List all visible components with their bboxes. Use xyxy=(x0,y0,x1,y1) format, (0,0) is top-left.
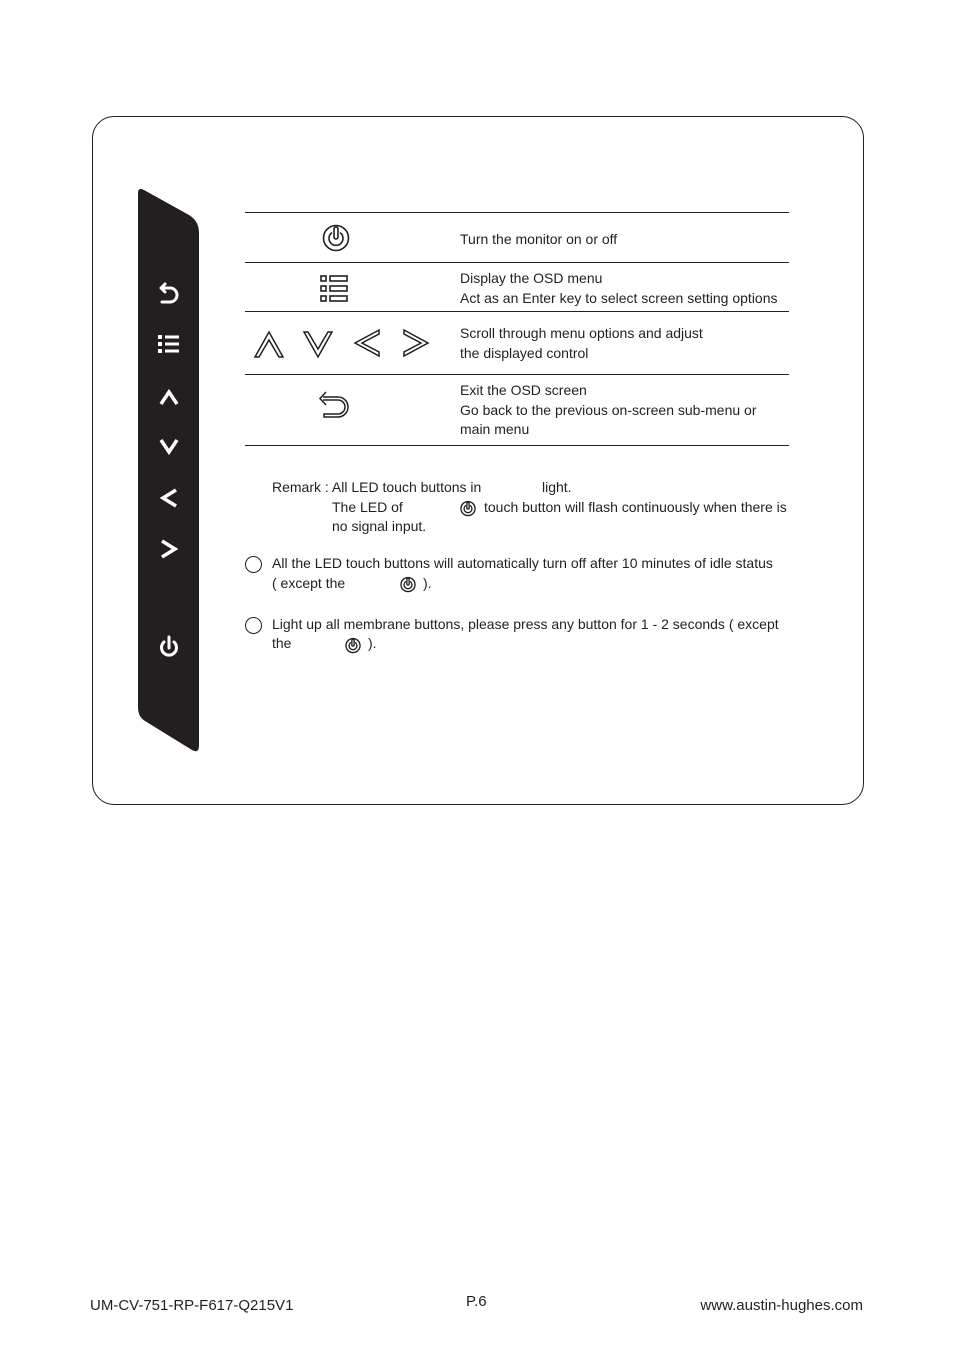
back-icon xyxy=(318,390,352,420)
website-link[interactable]: www.austin-hughes.com xyxy=(700,1297,863,1314)
remark-text: The LED of xyxy=(332,499,403,515)
note-text: ). xyxy=(423,575,432,591)
note-text: ). xyxy=(368,635,377,651)
table-rule xyxy=(245,212,789,213)
table-rule xyxy=(245,374,789,375)
note-text: All the LED touch buttons will automatically turn off after 10 minutes of idle status xyxy=(272,555,773,571)
power-icon xyxy=(320,221,352,253)
document-code: UM-CV-751-RP-F617-Q215V1 xyxy=(90,1297,294,1314)
right-arrow-icon xyxy=(404,330,428,356)
remark-text: light. xyxy=(542,479,572,495)
left-arrow-icon xyxy=(355,330,379,356)
row-description: Exit the OSD screen Go back to the previous on-screen sub-menu or main menu xyxy=(460,382,757,437)
down-arrow-icon xyxy=(304,332,332,357)
menu-icon xyxy=(320,274,350,304)
arrow-icons xyxy=(252,327,432,361)
content-frame xyxy=(92,116,864,805)
up-arrow-icon xyxy=(255,332,283,357)
remark-text: touch button will flash continuously when there is xyxy=(484,499,787,515)
power-icon xyxy=(459,499,477,517)
page-number: P.6 xyxy=(466,1293,487,1310)
note-text: the xyxy=(272,635,292,651)
power-icon xyxy=(344,636,362,654)
bullet-circle xyxy=(245,556,262,573)
row-description: Scroll through menu options and adjust the displayed control xyxy=(460,325,703,361)
remark-text: no signal input. xyxy=(332,518,427,534)
table-rule xyxy=(245,262,789,263)
remark-text: Remark : All LED touch buttons in xyxy=(272,479,482,495)
bullet-circle xyxy=(245,617,262,634)
row-description: Turn the monitor on or off xyxy=(460,231,618,247)
table-rule xyxy=(245,311,789,312)
menu-icon xyxy=(158,335,179,353)
note-text: ( except the xyxy=(272,575,346,591)
row-description: Display the OSD menu Act as an Enter key to select screen setting options xyxy=(460,270,778,306)
note-text: Light up all membrane buttons, please press any button for 1 - 2 seconds ( except xyxy=(272,616,779,632)
power-icon xyxy=(399,575,417,593)
table-rule xyxy=(245,445,789,446)
keypad-panel xyxy=(137,187,201,755)
